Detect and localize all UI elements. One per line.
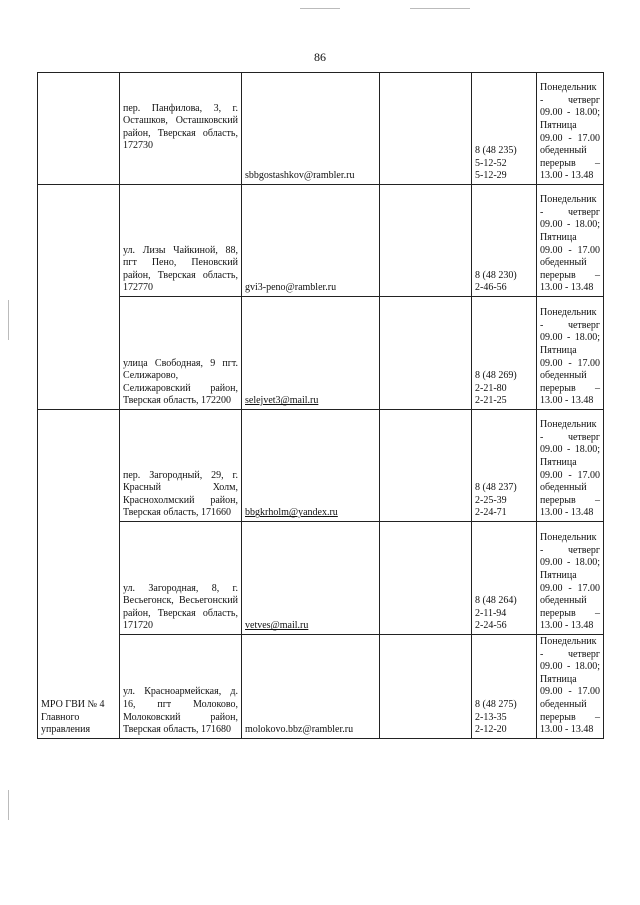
empty-cell — [380, 635, 472, 739]
phone-line: 2-12-20 — [475, 724, 507, 736]
address: пер. Загородный, 29, г. Красный Холм, Краснохолмский район, Тверская область, 171660 — [123, 469, 238, 519]
hours-cell — [537, 185, 604, 297]
scan-mark — [410, 8, 470, 9]
address-cell — [120, 297, 242, 410]
scan-mark — [300, 8, 340, 9]
email-cell — [242, 73, 380, 185]
organization-cell — [38, 73, 120, 185]
email-cell — [242, 410, 380, 522]
email-address: sbbgostashkov@rambler.ru — [245, 170, 355, 182]
table-row — [38, 522, 604, 635]
phone-line: 8 (48 269) — [475, 370, 517, 382]
work-hours: Понедельник - четверг 09.00 - 18.00; Пятница 09.00 - 17.00 обеденный перерыв – 13.00 - 13.48 — [540, 82, 600, 182]
phone-line: 2-13-35 — [475, 711, 507, 723]
table-row — [38, 635, 604, 739]
address: ул. Лизы Чайкиной, 88, пгт Пено, Пеновский район, Тверская область, 172770 — [123, 244, 238, 294]
phone-line: 8 (48 237) — [475, 482, 517, 494]
empty-cell — [380, 73, 472, 185]
address-cell — [120, 73, 242, 185]
email-address: molokovo.bbz@rambler.ru — [245, 724, 354, 736]
empty-cell — [380, 522, 472, 635]
hours-cell — [537, 297, 604, 410]
phone-cell — [472, 635, 537, 739]
address-cell — [120, 185, 242, 297]
organization-cell — [38, 410, 120, 739]
scan-mark — [8, 300, 9, 340]
phone-cell — [472, 185, 537, 297]
address-cell — [120, 635, 242, 739]
email-address: vetves@mail.ru — [245, 620, 309, 632]
phone-line: 8 (48 235) — [475, 145, 517, 157]
address: ул. Загородная, 8, г. Весьегонск, Весьегонский район, Тверская область, 171720 — [123, 582, 238, 632]
email-cell — [242, 297, 380, 410]
work-hours: Понедельник - четверг 09.00 - 18.00; Пятница 09.00 - 17.00 обеденный перерыв – 13.00 - 13.48 — [540, 307, 600, 407]
address-cell — [120, 410, 242, 522]
email-cell — [242, 522, 380, 635]
table-row — [38, 410, 604, 522]
phone-line: 8 (48 264) — [475, 595, 517, 607]
phone-line: 2-24-56 — [475, 620, 507, 632]
email-address: gvi3-peno@rambler.ru — [245, 282, 337, 294]
phone-line: 8 (48 275) — [475, 698, 517, 710]
email-cell — [242, 185, 380, 297]
contacts-table — [37, 72, 604, 739]
phone-cell — [472, 73, 537, 185]
organization-name: МРО ГВИ № 4 Главного управления — [41, 698, 105, 736]
email-cell — [242, 635, 380, 739]
phone-line: 2-25-39 — [475, 494, 507, 506]
phone-line: 2-46-56 — [475, 282, 507, 294]
hours-cell — [537, 522, 604, 635]
phone-line: 8 (48 230) — [475, 269, 517, 281]
phone-line: 2-21-80 — [475, 382, 507, 394]
scan-mark — [8, 790, 9, 820]
work-hours: Понедельник - четверг 09.00 - 18.00; Пятница 09.00 - 17.00 обеденный перерыв – 13.00 - 13.48 — [540, 636, 600, 736]
phone-line: 2-24-71 — [475, 507, 507, 519]
hours-cell — [537, 635, 604, 739]
table-row — [38, 73, 604, 185]
phone-cell — [472, 522, 537, 635]
table-row — [38, 297, 604, 410]
work-hours: Понедельник - четверг 09.00 - 18.00; Пятница 09.00 - 17.00 обеденный перерыв – 13.00 - 13.48 — [540, 419, 600, 519]
address-cell — [120, 522, 242, 635]
phone-line: 2-11-94 — [475, 607, 507, 619]
table-row — [38, 185, 604, 297]
hours-cell — [537, 73, 604, 185]
work-hours: Понедельник - четверг 09.00 - 18.00; Пятница 09.00 - 17.00 обеденный перерыв – 13.00 - 13.48 — [540, 532, 600, 632]
phone-line: 5-12-52 — [475, 157, 507, 169]
page-number: 86 — [314, 50, 326, 64]
email-address: bbgkrholm@yandex.ru — [245, 507, 338, 519]
phone-line: 5-12-29 — [475, 170, 507, 182]
address: ул. Красноармейская, д. 16, пгт Молоково, Молоковский район, Тверская область, 171680 — [123, 686, 238, 736]
work-hours: Понедельник - четверг 09.00 - 18.00; Пятница 09.00 - 17.00 обеденный перерыв – 13.00 - 13.48 — [540, 194, 600, 294]
email-address: selejvet3@mail.ru — [245, 395, 319, 407]
hours-cell — [537, 410, 604, 522]
empty-cell — [380, 297, 472, 410]
phone-line: 2-21-25 — [475, 395, 507, 407]
organization-cell — [38, 185, 120, 410]
empty-cell — [380, 410, 472, 522]
address: пер. Панфилова, 3, г. Осташков, Осташковский район, Тверская область, 172730 — [123, 102, 238, 152]
empty-cell — [380, 185, 472, 297]
phone-cell — [472, 410, 537, 522]
address: улица Свободная, 9 пгт. Селижарово, Селижаровский район, Тверская область, 172200 — [123, 357, 238, 407]
phone-cell — [472, 297, 537, 410]
